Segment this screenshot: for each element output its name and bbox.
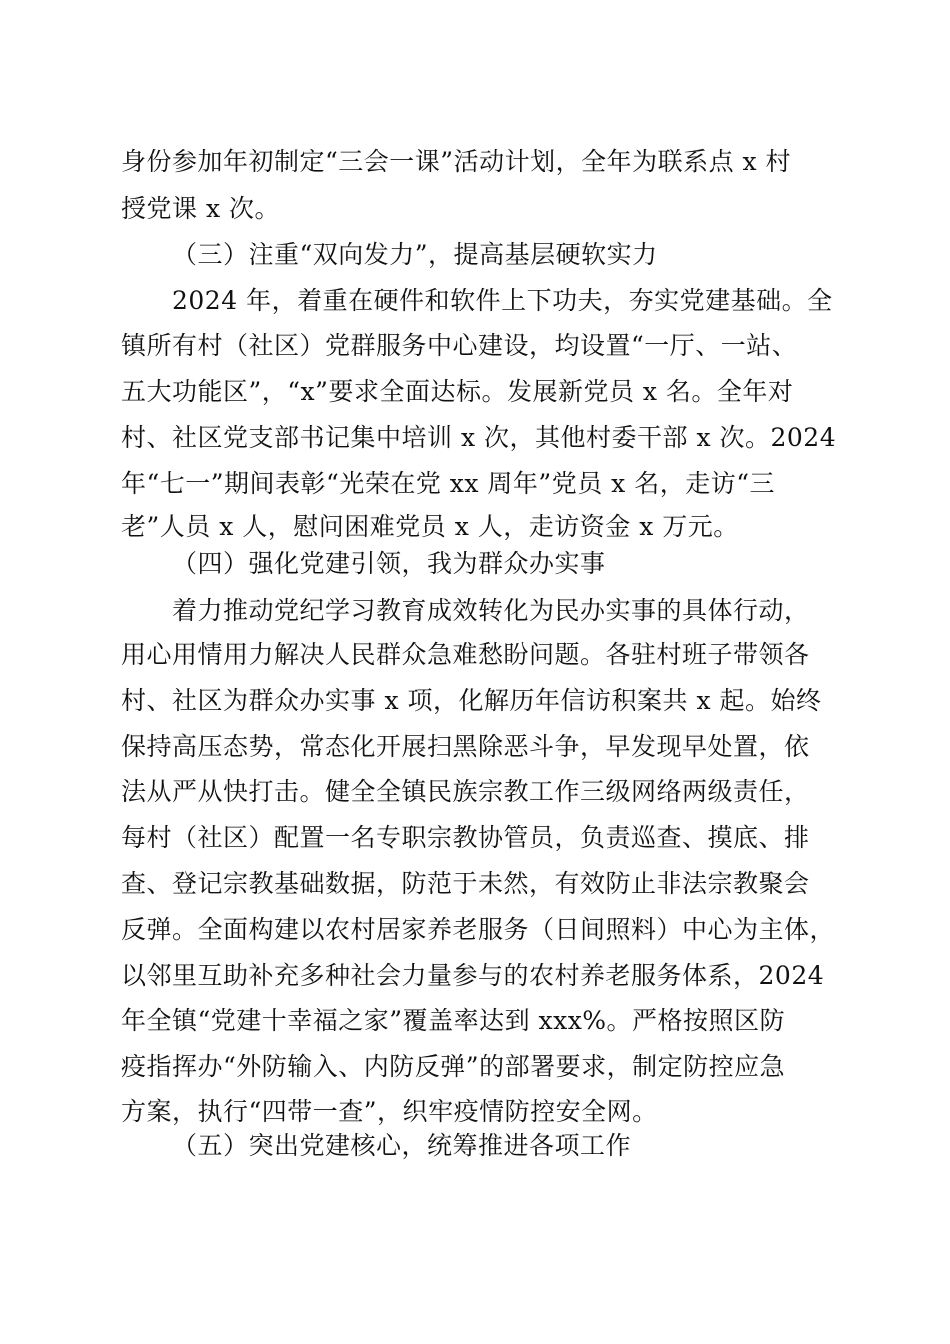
paragraph-line: 镇所有村（社区）党群服务中心建设，均设置“一厅、一站、	[121, 331, 798, 360]
paragraph-line: 身份参加年初制定“三会一课”活动计划，全年为联系点 x 村	[121, 147, 792, 176]
paragraph-line: 用心用情用力解决人民群众急难愁盼问题。各驻村班子带领各	[121, 640, 810, 669]
paragraph-line: 授党课 x 次。	[121, 194, 280, 223]
section-heading-5: （五）突出党建核心，统筹推进各项工作	[172, 1131, 632, 1160]
paragraph-line: 村、社区为群众办实事 x 项，化解历年信访积案共 x 起。始终	[121, 686, 822, 715]
section-heading-4: （四）强化党建引领，我为群众办实事	[172, 549, 606, 578]
paragraph-line: 每村（社区）配置一名专职宗教协管员，负责巡查、摸底、排	[121, 823, 810, 852]
paragraph-line: 疫指挥办“外防输入、内防反弹”的部署要求，制定防控应急	[121, 1052, 786, 1081]
paragraph-line: 方案，执行“四带一查”，织牢疫情防控安全网。	[121, 1097, 658, 1126]
paragraph-line: 反弹。全面构建以农村居家养老服务（日间照料）中心为主体，	[121, 915, 836, 944]
paragraph-line: 五大功能区”，“x”要求全面达标。发展新党员 x 名。全年对	[121, 377, 794, 406]
paragraph-line: 2024 年，着重在硬件和软件上下功夫，夯实党建基础。全	[172, 286, 833, 315]
paragraph-line: 老”人员 x 人，慰问困难党员 x 人，走访资金 x 万元。	[121, 512, 739, 541]
paragraph-line: 保持高压态势，常态化开展扫黑除恶斗争，早发现早处置，依	[121, 732, 810, 761]
paragraph-line: 以邻里互助补充多种社会力量参与的农村养老服务体系，2024	[121, 961, 825, 990]
paragraph-line: 法从严从快打击。健全全镇民族宗教工作三级网络两级责任，	[121, 777, 810, 806]
paragraph-line: 村、社区党支部书记集中培训 x 次，其他村委干部 x 次。2024	[121, 423, 837, 452]
paragraph-line: 年“七一”期间表彰“光荣在党 xx 周年”党员 x 名，走访“三	[121, 469, 775, 498]
paragraph-line: 查、登记宗教基础数据，防范于未然，有效防止非法宗教聚会	[121, 869, 810, 898]
paragraph-line: 年全镇“党建十幸福之家”覆盖率达到 xxx%。严格按照区防	[121, 1006, 786, 1035]
paragraph-line: 着力推动党纪学习教育成效转化为民办实事的具体行动，	[172, 596, 810, 625]
section-heading-3: （三）注重“双向发力”，提高基层硬软实力	[172, 240, 658, 269]
